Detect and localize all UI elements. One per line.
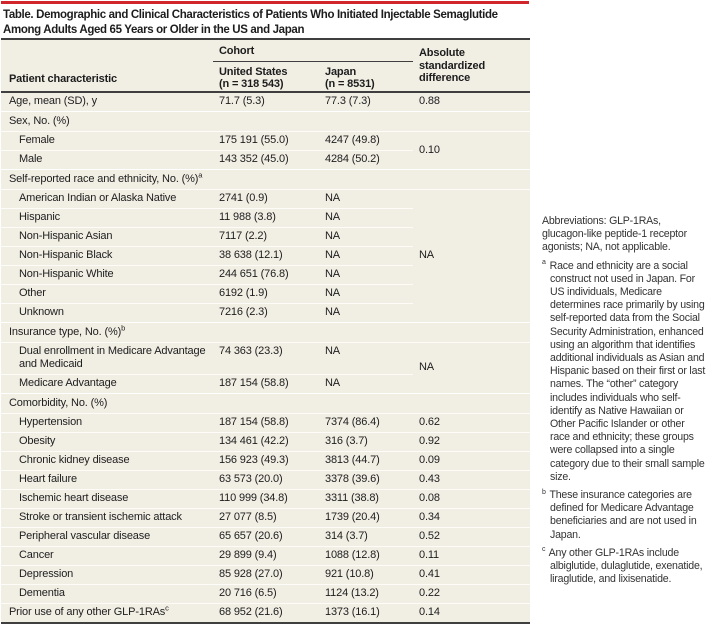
japan-value-cell: 7374 (86.4) xyxy=(319,413,413,432)
us-value-cell: 85 928 (27.0) xyxy=(213,565,319,584)
section-row xyxy=(1,169,530,189)
footnotes-panel xyxy=(542,215,707,591)
japan-value-cell: 1373 (16.1) xyxy=(319,603,413,623)
column-header-us xyxy=(213,61,319,92)
section-label: Insurance type, No. (%)$^b$ xyxy=(1,322,530,342)
characteristic-cell: Chronic kidney disease xyxy=(1,451,213,470)
demographics-table xyxy=(1,38,530,624)
asd-value-cell: 0.52 xyxy=(413,527,530,546)
column-header-us-name: United States xyxy=(219,65,288,78)
us-value-cell: 7216 (2.3) xyxy=(213,303,319,322)
characteristic-cell: Non-Hispanic Black xyxy=(1,246,213,265)
japan-value-cell: 921 (10.8) xyxy=(319,565,413,584)
characteristic-cell: Hypertension xyxy=(1,413,213,432)
characteristic-cell: Age, mean (SD), y xyxy=(9,95,97,107)
us-value-cell: 65 657 (20.6) xyxy=(213,527,319,546)
us-value-cell: 27 077 (8.5) xyxy=(213,508,319,527)
column-header-asd xyxy=(413,39,530,92)
footnote-b: $^b$ These insurance categories are defined for Medicare Advantage beneficiaries and are not used in Japan. xyxy=(542,488,697,541)
asd-value-cell: 0.22 xyxy=(413,584,530,603)
japan-value-cell: 316 (3.7) xyxy=(319,432,413,451)
asd-value-cell: 0.62 xyxy=(413,413,530,432)
asd-value-cell: 0.09 xyxy=(413,451,530,470)
table-row xyxy=(1,527,530,546)
abbreviations-note: Abbreviations: GLP-1RAs, glucagon-like peptide-1 receptor agonists; NA, not applicable. xyxy=(542,215,687,254)
section-label: Sex, No. (%) xyxy=(1,111,530,131)
characteristic-cell: American Indian or Alaska Native xyxy=(1,189,213,208)
table-row xyxy=(1,451,530,470)
table-row xyxy=(1,489,530,508)
us-value-cell: 187 154 (58.8) xyxy=(213,374,319,393)
characteristic-cell: Stroke or transient ischemic attack xyxy=(1,508,213,527)
section-label: Self-reported race and ethnicity, No. (%)$^a$ xyxy=(1,169,530,189)
us-value-cell: 134 461 (42.2) xyxy=(213,432,319,451)
table-row xyxy=(1,603,530,623)
table-row xyxy=(1,584,530,603)
us-value-cell: 175 191 (55.0) xyxy=(213,131,319,150)
characteristic-cell: Male xyxy=(1,150,213,169)
characteristic-cell: Cancer xyxy=(1,546,213,565)
us-value-cell: 20 716 (6.5) xyxy=(213,584,319,603)
japan-value-cell: 4247 (49.8) xyxy=(319,131,413,150)
asd-value-cell: 0.43 xyxy=(413,470,530,489)
table-row xyxy=(1,565,530,584)
us-value-cell: 187 154 (58.8) xyxy=(213,413,319,432)
us-value-cell: 156 923 (49.3) xyxy=(213,451,319,470)
characteristic-cell: Hispanic xyxy=(1,208,213,227)
us-value-cell: 6192 (1.9) xyxy=(213,284,319,303)
column-header-japan-n: (n = 8531) xyxy=(325,78,375,90)
japan-value-cell: NA xyxy=(319,246,413,265)
us-value-cell: 11 988 (3.8) xyxy=(213,208,319,227)
table-container xyxy=(1,38,530,624)
section-row xyxy=(1,111,530,131)
characteristic-cell: Peripheral vascular disease xyxy=(1,527,213,546)
us-value-cell: 71.7 (5.3) xyxy=(219,95,265,107)
table-row xyxy=(1,131,530,150)
japan-value-cell: 314 (3.7) xyxy=(319,527,413,546)
japan-value-cell: NA xyxy=(319,303,413,322)
japan-value-cell: NA xyxy=(319,342,413,374)
section-row xyxy=(1,393,530,413)
asd-value-cell: 0.92 xyxy=(413,432,530,451)
characteristic-cell: Other xyxy=(1,284,213,303)
asd-value-cell: 0.08 xyxy=(413,489,530,508)
characteristic-cell: Dementia xyxy=(1,584,213,603)
us-value-cell: 63 573 (20.0) xyxy=(213,470,319,489)
asd-value-cell: NA xyxy=(413,189,530,322)
characteristic-cell: Depression xyxy=(1,565,213,584)
japan-value-cell: NA xyxy=(319,265,413,284)
column-header-us-n: (n = 318 543) xyxy=(219,78,284,90)
us-value-cell: 110 999 (34.8) xyxy=(213,489,319,508)
characteristic-cell: Heart failure xyxy=(1,470,213,489)
section-row xyxy=(1,322,530,342)
asd-value-cell: 0.10 xyxy=(413,131,530,169)
footnote-c: $^c$ Any other GLP-1RAs include albiglutide, dulaglutide, exenatide, liraglutide, and lixisenatide. xyxy=(542,546,703,586)
japan-value-cell: 1739 (20.4) xyxy=(319,508,413,527)
asd-value-cell: 0.88 xyxy=(419,95,440,107)
table-row xyxy=(1,470,530,489)
japan-value-cell: 1088 (12.8) xyxy=(319,546,413,565)
us-value-cell: 74 363 (23.3) xyxy=(213,342,319,374)
table-row xyxy=(1,189,530,208)
column-header-cohort: Cohort xyxy=(213,39,413,61)
japan-value-cell: NA xyxy=(319,227,413,246)
table-title: Table. Demographic and Clinical Characteristics of Patients Who Initiated Injectable Semaglutide Among Adults Aged 65 Years or Older in the US and Japan xyxy=(3,9,498,36)
characteristic-cell: Non-Hispanic White xyxy=(1,265,213,284)
characteristic-cell: Medicare Advantage xyxy=(1,374,213,393)
characteristic-cell: Non-Hispanic Asian xyxy=(1,227,213,246)
table-header xyxy=(1,39,530,92)
characteristic-cell: Dual enrollment in Medicare Advantage and Medicaid xyxy=(1,342,213,374)
japan-value-cell: NA xyxy=(319,208,413,227)
asd-value-cell: 0.34 xyxy=(413,508,530,527)
japan-value-cell: NA xyxy=(319,189,413,208)
footnote-a: $^a$ Race and ethnicity are a social construct not used in Japan. For US individuals, Medicare determines race primarily by using self-reported data from the Social Security Administration, enhanced using an algorithm that identifies additional individuals as Asian and Hispanic based on their first or last names. The “other” category includes individuals who self-identify as Native Hawaiian or Other Pacific Islander or other race and ethnicity; these groups were collapsed into a single category due to their small sample size. xyxy=(542,259,706,483)
footnotes-list xyxy=(542,260,707,587)
us-value-cell: 29 899 (9.4) xyxy=(213,546,319,565)
characteristic-cell: Obesity xyxy=(1,432,213,451)
table-body xyxy=(1,92,530,623)
us-value-cell: 2741 (0.9) xyxy=(213,189,319,208)
japan-value-cell: 3813 (44.7) xyxy=(319,451,413,470)
table-row xyxy=(1,508,530,527)
accent-bar xyxy=(1,1,529,4)
us-value-cell: 7117 (2.2) xyxy=(213,227,319,246)
table-row xyxy=(1,546,530,565)
us-value-cell: 38 638 (12.1) xyxy=(213,246,319,265)
us-value-cell: 68 952 (21.6) xyxy=(213,603,319,623)
column-header-japan xyxy=(319,61,413,92)
table-row xyxy=(1,342,530,374)
characteristic-cell: Unknown xyxy=(1,303,213,322)
us-value-cell: 244 651 (76.8) xyxy=(213,265,319,284)
column-header-characteristic: Patient characteristic xyxy=(9,73,117,85)
characteristic-cell: Prior use of any other GLP-1RAs$^c$ xyxy=(1,603,213,623)
asd-value-cell: 0.41 xyxy=(413,565,530,584)
asd-value-cell: 0.14 xyxy=(413,603,530,623)
japan-value-cell: 4284 (50.2) xyxy=(319,150,413,169)
asd-value-cell: 0.11 xyxy=(413,546,530,565)
characteristic-cell: Ischemic heart disease xyxy=(1,489,213,508)
japan-value-cell: 1124 (13.2) xyxy=(319,584,413,603)
japan-value-cell: 3311 (38.8) xyxy=(319,489,413,508)
characteristic-cell: Female xyxy=(1,131,213,150)
section-label: Comorbidity, No. (%) xyxy=(1,393,530,413)
japan-value-cell: 3378 (39.6) xyxy=(319,470,413,489)
column-header-japan-name: Japan xyxy=(325,65,357,78)
us-value-cell: 143 352 (45.0) xyxy=(213,150,319,169)
table-row xyxy=(1,92,530,112)
asd-value-cell: NA xyxy=(413,342,530,393)
japan-value-cell: NA xyxy=(319,284,413,303)
japan-value-cell: NA xyxy=(319,374,413,393)
japan-value-cell: 77.3 (7.3) xyxy=(325,95,371,107)
table-row xyxy=(1,432,530,451)
column-header-asd-label: Absolute standardized difference xyxy=(419,47,486,84)
table-row xyxy=(1,413,530,432)
